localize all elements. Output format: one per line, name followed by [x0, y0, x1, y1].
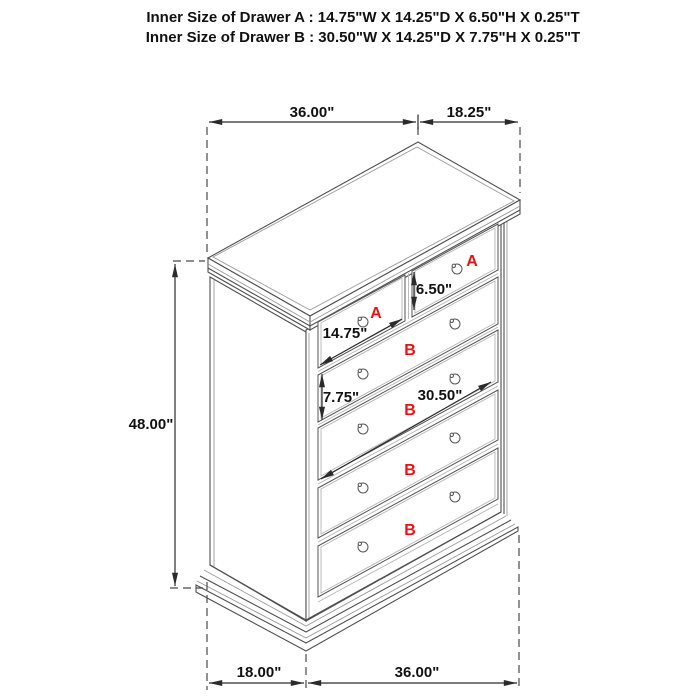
knob-icon — [450, 492, 460, 502]
knob-icon — [450, 319, 460, 329]
label-drawer-a-right: A — [466, 253, 478, 270]
label-drawer-b-3: B — [404, 462, 416, 479]
label-drawer-b-2: B — [404, 402, 416, 419]
label-drawer-b-4: B — [404, 522, 416, 539]
knob-icon — [358, 424, 368, 434]
label-drawer-b-1: B — [404, 342, 416, 359]
label-top-width: 36.00" — [289, 104, 335, 121]
left-side-panel — [210, 277, 306, 621]
knob-icon — [358, 369, 368, 379]
label-drawer-a-width: 14.75" — [322, 325, 368, 342]
label-drawer-a-height: 6.50" — [415, 281, 453, 298]
label-drawer-a-left: A — [370, 305, 382, 322]
label-drawer-b-height: 7.75" — [322, 389, 360, 406]
label-drawer-b-width: 30.50" — [417, 387, 463, 404]
label-bottom-width: 36.00" — [394, 664, 440, 681]
inner-size-drawer-a: Inner Size of Drawer A : 14.75"W X 14.25"D X 6.50"H X 0.25"T — [146, 9, 580, 26]
label-height: 48.00" — [128, 416, 174, 433]
knob-icon — [358, 542, 368, 552]
knob-icon — [450, 433, 460, 443]
label-top-depth: 18.25" — [446, 104, 492, 121]
knob-icon — [450, 374, 460, 384]
knob-icon — [358, 483, 368, 493]
inner-size-drawer-b: Inner Size of Drawer B : 30.50"W X 14.25"D X 7.75"H X 0.25"T — [145, 29, 581, 46]
knob-icon — [452, 264, 462, 274]
label-bottom-depth: 18.00" — [236, 664, 282, 681]
